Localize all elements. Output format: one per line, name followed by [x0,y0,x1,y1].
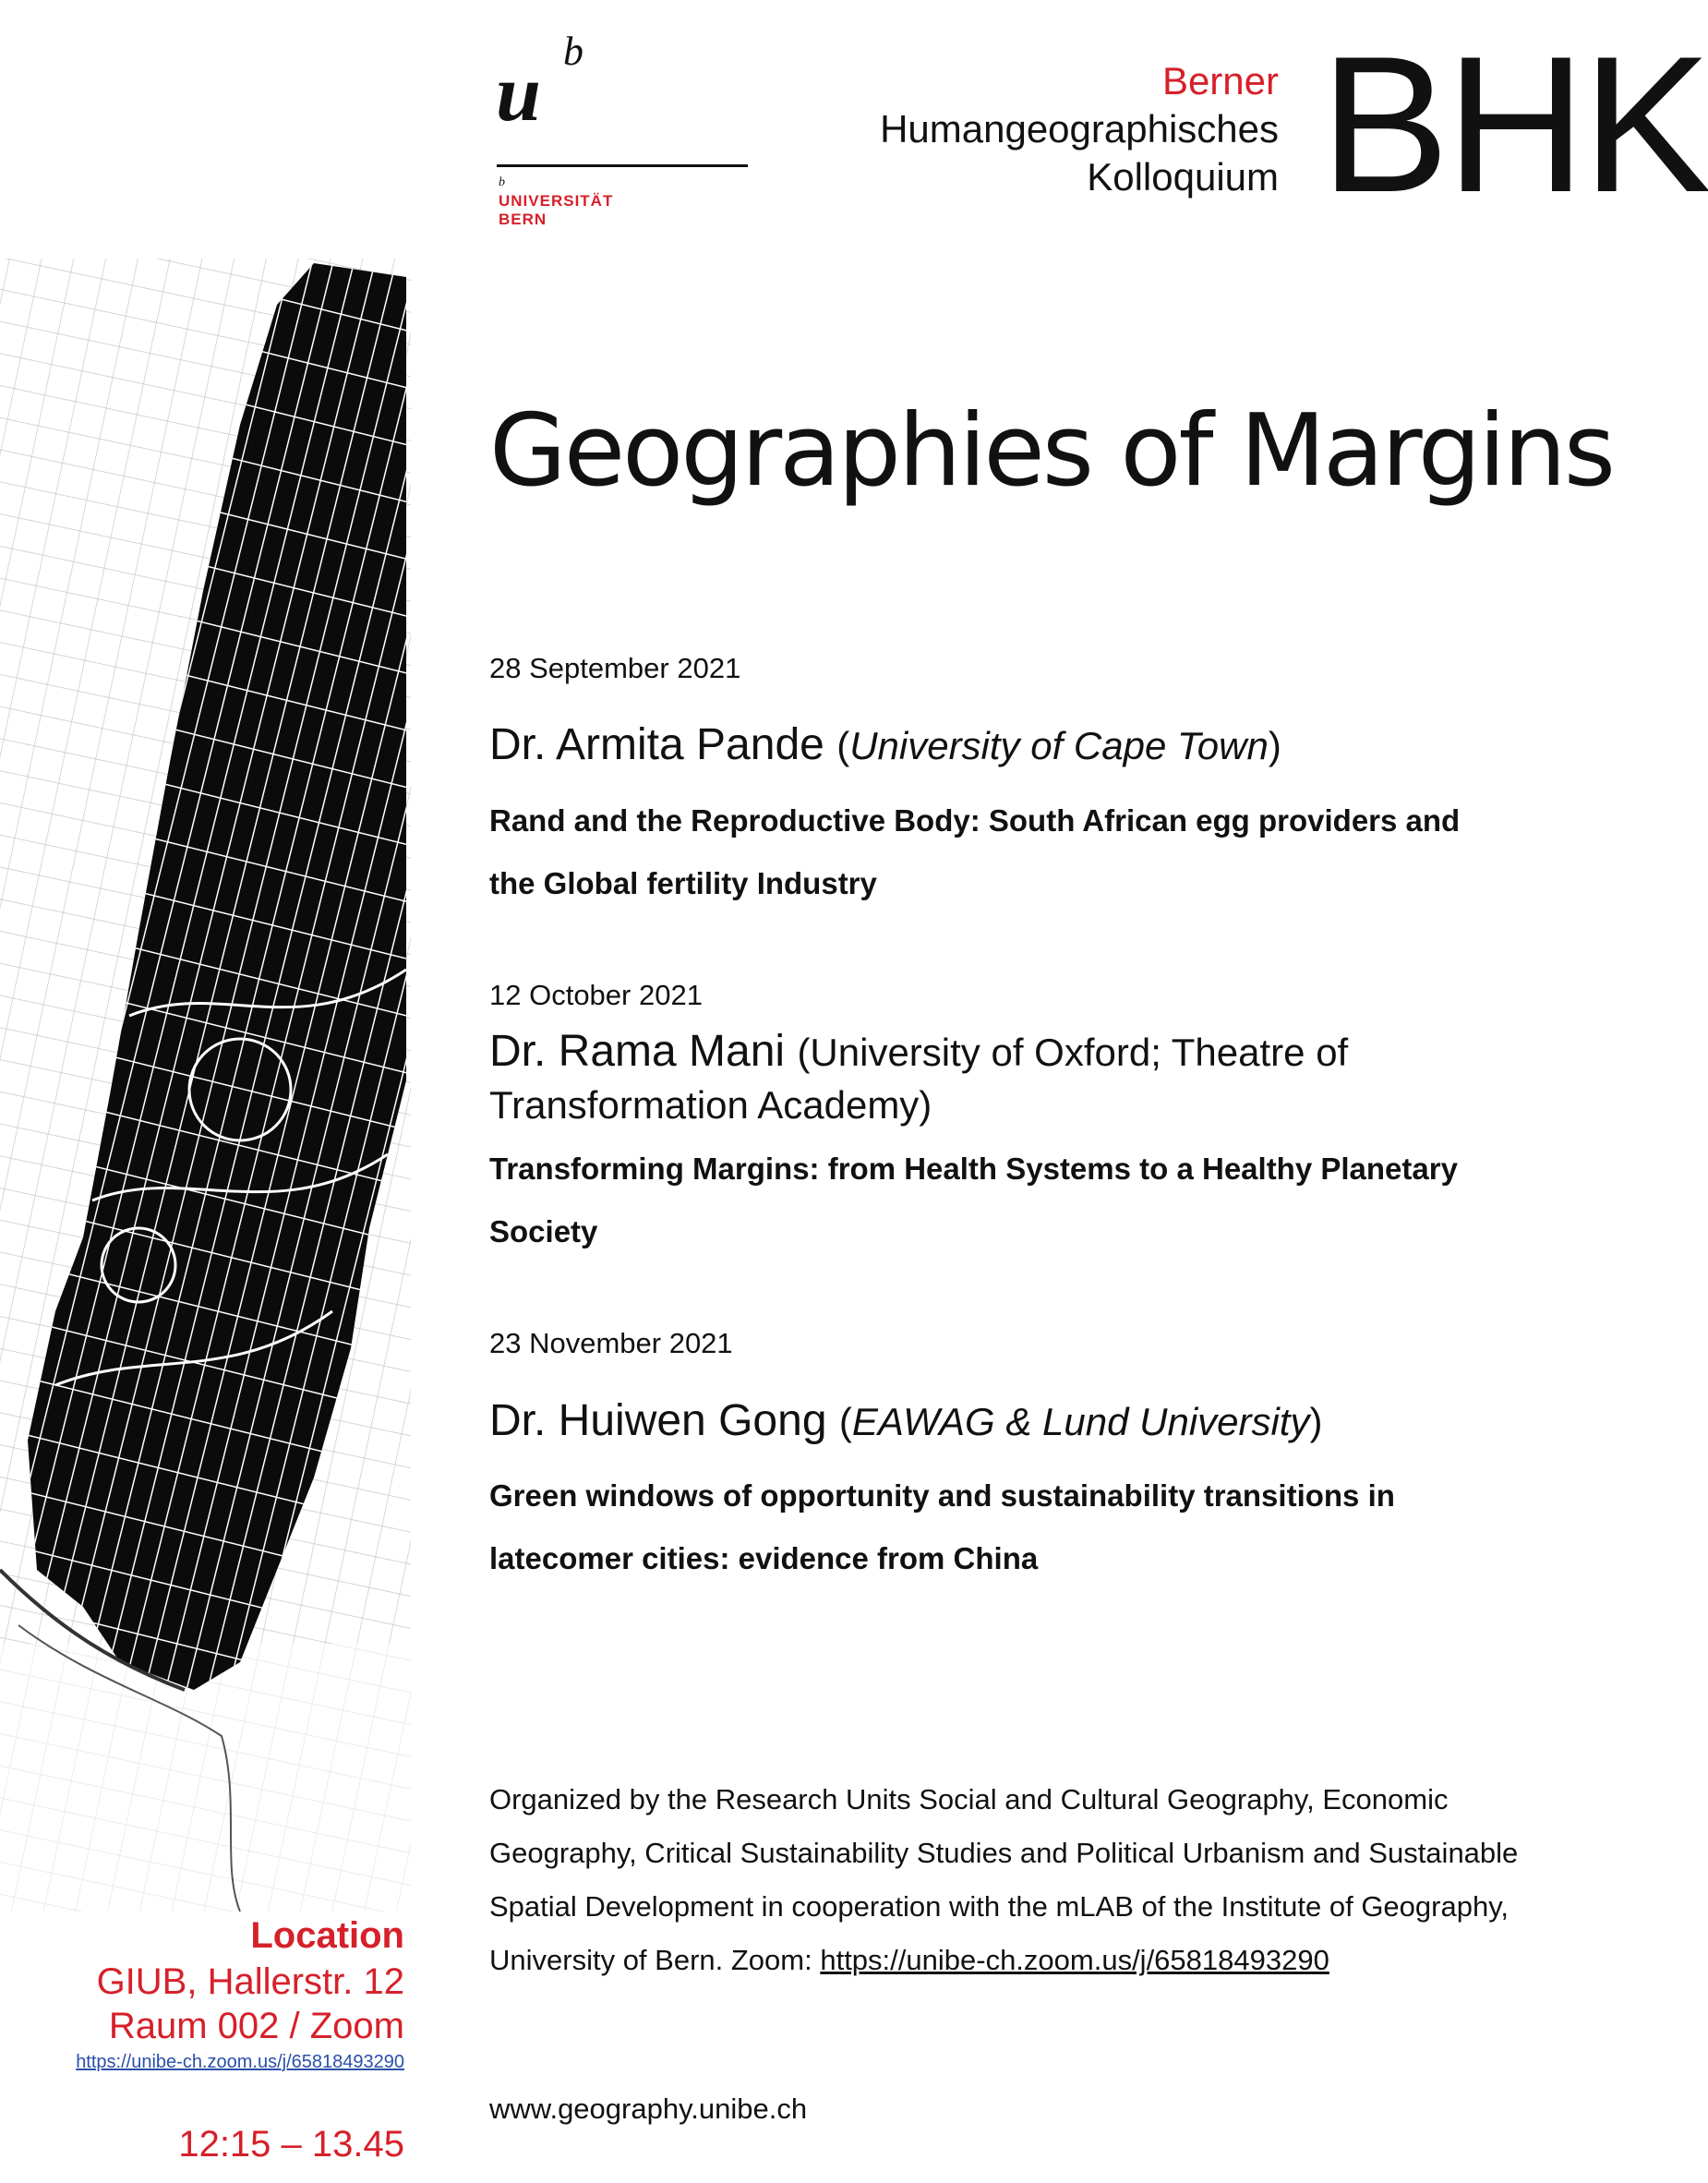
event-1-talk-line1: Rand and the Reproductive Body: South African egg providers and [489,803,1461,838]
event-2-affiliation-line2: Transformation Academy) [489,1083,932,1127]
university-name-line2: BERN [499,211,547,228]
event-2-date: 12 October 2021 [489,979,703,1011]
location-zoom-link[interactable]: https://unibe-ch.zoom.us/j/65818493290 [76,2052,404,2072]
event-2-talk-line2: Society [489,1214,598,1248]
event-3-date: 23 November 2021 [489,1327,733,1359]
location-time: 12:15 – 13.45 [178,2124,404,2165]
organizer-line4 [489,1934,1597,1987]
event-1-speaker-line [489,718,1281,773]
event-2-speaker: Dr. Rama Mani [489,1027,786,1076]
street-map-image [0,0,411,1912]
event-3-talk-title [489,1465,1625,1590]
organizer-line2: Geography, Critical Sustainability Studies and Political Urbanism and Sustainable [489,1837,1519,1869]
university-name [499,192,613,229]
organizer-note [489,1773,1597,1987]
location-address: GIUB, Hallerstr. 12 [96,1961,404,2002]
event-1-talk-title [489,790,1625,915]
colloquium-name-line3: Kolloquium [1087,155,1279,199]
event-1-date: 28 September 2021 [489,652,741,684]
university-logo-small-b: b [499,175,505,189]
event-3-talk-line1: Green windows of opportunity and sustainability transitions in [489,1478,1395,1513]
organizer-line4-prefix: University of Bern. Zoom: [489,1944,821,1976]
event-2-affiliation-line1: (University of Oxford; Theatre of [797,1031,1349,1074]
event-3-speaker: Dr. Huiwen Gong [489,1396,827,1445]
university-name-line1: UNIVERSITÄT [499,192,614,210]
event-2-talk-title [489,1138,1625,1263]
event-1-affiliation-wrap: (University of Cape Town) [836,724,1281,767]
location-room: Raum 002 / Zoom [108,2006,404,2046]
colloquium-name-line1: Berner [1161,59,1279,103]
colloquium-name-line2: Humangeographisches [880,107,1279,151]
event-1-affiliation: University of Cape Town [849,724,1269,767]
page-title: Geographies of Margins [489,393,1613,509]
event-3-speaker-line [489,1394,1323,1449]
event-1-speaker: Dr. Armita Pande [489,720,824,769]
university-logo-u: u [496,49,541,139]
event-3-talk-line2: latecomer cities: evidence from China [489,1541,1039,1575]
event-2-speaker-line [489,1025,1597,1131]
organizer-zoom-link[interactable]: https://unibe-ch.zoom.us/j/65818493290 [820,1944,1329,1976]
event-3-affiliation: EAWAG & Lund University [851,1400,1310,1443]
location-heading: Location [250,1915,404,1956]
colloquium-acronym: BHK [1320,16,1708,233]
organizer-line1: Organized by the Research Units Social and Cultural Geography, Economic [489,1783,1449,1815]
event-3-affiliation-wrap: (EAWAG & Lund University) [838,1400,1323,1443]
university-logo-b: b [563,29,583,74]
event-2-talk-line1: Transforming Margins: from Health Systems to a Healthy Planetary [489,1152,1458,1186]
colloquium-name [880,57,1279,201]
organizer-line3: Spatial Development in cooperation with the mLAB of the Institute of Geography, [489,1890,1510,1923]
event-1-talk-line2: the Global fertility Industry [489,866,877,900]
university-logo-rule [497,164,748,167]
website-url: www.geography.unibe.ch [489,2093,808,2125]
